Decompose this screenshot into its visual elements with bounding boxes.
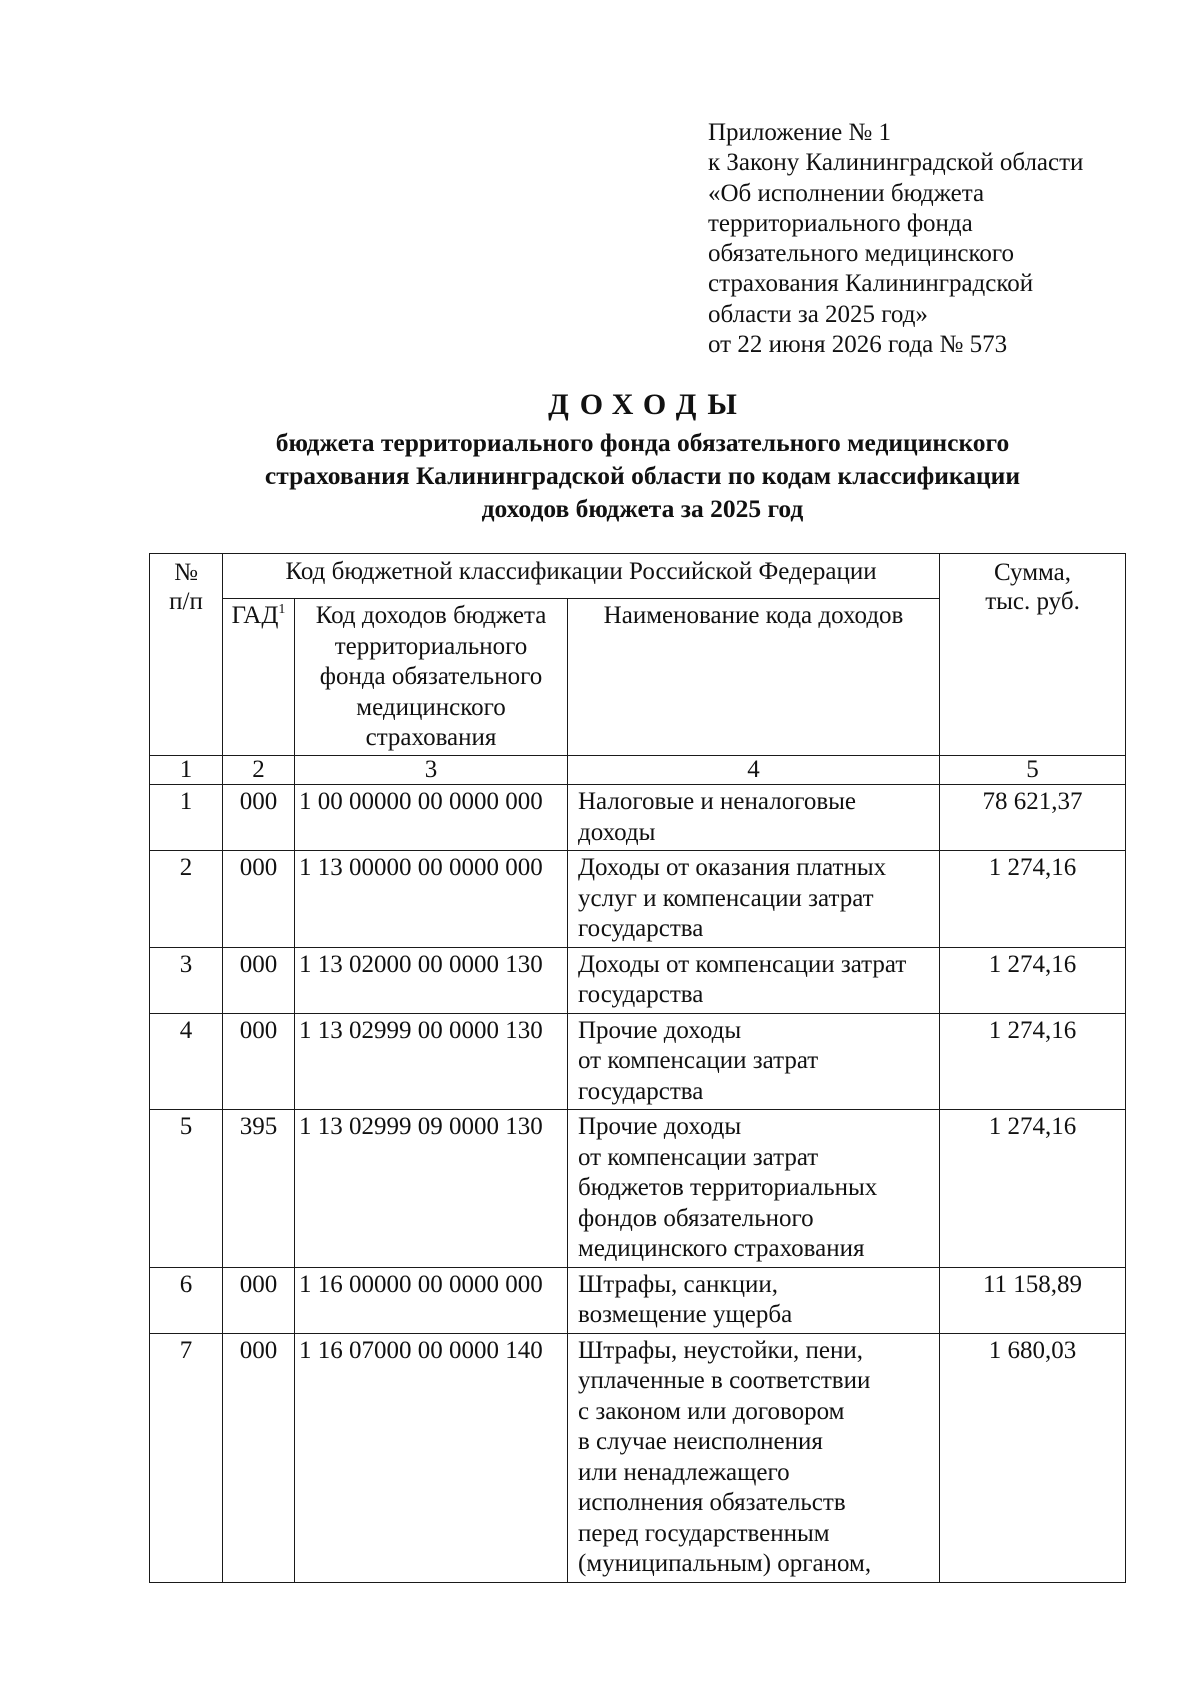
appendix-line: к Закону Калининградской области — [708, 149, 1084, 177]
row-income-code: 1 13 02999 00 0000 130 — [295, 1013, 568, 1110]
row-sum: 11 158,89 — [940, 1267, 1126, 1333]
row-gad: 000 — [223, 1333, 295, 1582]
column-index: 2 — [223, 756, 295, 785]
row-income-name — [568, 1333, 940, 1582]
row-income-code: 1 16 07000 00 0000 140 — [295, 1333, 568, 1582]
row-income-code: 1 13 00000 00 0000 000 — [295, 851, 568, 948]
row-income-name-line: услуг и компенсации затрат — [578, 884, 874, 912]
row-gad: 000 — [223, 785, 295, 851]
row-income-name — [568, 1110, 940, 1268]
row-income-name — [568, 1013, 940, 1110]
header-gad-label: ГАД — [231, 602, 279, 629]
footnote-mark: 1 — [278, 602, 286, 617]
row-number: 3 — [150, 947, 223, 1013]
table-row — [150, 1110, 1126, 1268]
row-income-name-line: Штрафы, неустойки, пени, — [578, 1336, 863, 1364]
row-income-name-line: (муниципальным) органом, — [578, 1550, 872, 1577]
row-gad: 000 — [223, 851, 295, 948]
row-income-name-line: Штрафы, санкции, — [578, 1270, 778, 1298]
row-income-name-line: перед государственным — [578, 1519, 830, 1547]
row-income-name-line: Доходы от компенсации затрат — [578, 950, 907, 978]
row-gad: 000 — [223, 1267, 295, 1333]
row-gad: 000 — [223, 1013, 295, 1110]
document-title: ДОХОДЫ — [548, 388, 748, 421]
row-income-name-line: фондов обязательного — [578, 1204, 814, 1232]
header-code-line: медицинского — [356, 693, 506, 721]
column-index: 3 — [295, 756, 568, 785]
row-income-name-line: возмещение ущерба — [578, 1301, 793, 1328]
row-number: 5 — [150, 1110, 223, 1268]
row-income-name — [568, 851, 940, 948]
row-income-name-line: государства — [578, 981, 704, 1008]
row-gad: 000 — [223, 947, 295, 1013]
row-income-name-line: от компенсации затрат — [578, 1047, 819, 1074]
appendix-line: от 22 июня 2026 года № 573 — [708, 331, 1008, 359]
row-income-name-line: доходы — [578, 818, 656, 846]
table-row — [150, 1333, 1126, 1582]
column-index-row — [150, 756, 1126, 785]
appendix-line: страхования Калининградской — [708, 270, 1034, 298]
table-row — [150, 1267, 1126, 1333]
row-income-name-line: Доходы от оказания платных — [578, 854, 887, 881]
column-index: 4 — [568, 756, 940, 785]
table-row — [150, 851, 1126, 948]
row-income-code: 1 16 00000 00 0000 000 — [295, 1267, 568, 1333]
header-code-line: Код доходов бюджета — [315, 602, 547, 629]
row-income-name — [568, 1267, 940, 1333]
header-code-line: страхования — [365, 724, 497, 751]
header-number-line: № — [174, 559, 198, 586]
row-income-name-line: от компенсации затрат — [578, 1143, 819, 1171]
row-number: 4 — [150, 1013, 223, 1110]
appendix-line: области за 2025 год» — [708, 300, 928, 328]
appendix-line: Приложение № 1 — [708, 119, 892, 146]
row-income-name-line: или ненадлежащего — [578, 1458, 790, 1486]
header-sum — [940, 554, 1126, 756]
header-number — [150, 554, 223, 756]
appendix-line: «Об исполнении бюджета — [708, 179, 985, 207]
subtitle-line: страхования Калининградской области по кодам классификации — [264, 461, 1021, 490]
header-number-line: п/п — [169, 588, 203, 615]
row-income-name-line: бюджетов территориальных — [578, 1174, 878, 1201]
row-income-name-line: Прочие доходы — [578, 1113, 742, 1140]
table-row — [150, 947, 1126, 1013]
row-number: 7 — [150, 1333, 223, 1582]
header-sum-line: Сумма, — [993, 559, 1072, 586]
row-income-code: 1 00 00000 00 0000 000 — [295, 785, 568, 851]
row-number: 6 — [150, 1267, 223, 1333]
row-sum: 1 274,16 — [940, 851, 1126, 948]
row-income-name-line: в случае неисполнения — [578, 1428, 823, 1455]
header-code-line: фонда обязательного — [319, 663, 543, 690]
row-income-name-line: с законом или договором — [578, 1397, 845, 1425]
header-income-name: Наименование кода доходов — [568, 599, 940, 756]
row-income-name — [568, 947, 940, 1013]
subtitle-line: доходов бюджета за 2025 год — [481, 494, 804, 523]
column-index: 1 — [150, 756, 223, 785]
table-row — [150, 1013, 1126, 1110]
row-gad: 395 — [223, 1110, 295, 1268]
row-income-name-line: Прочие доходы — [578, 1016, 742, 1044]
row-number: 1 — [150, 785, 223, 851]
row-income-name-line: государства — [578, 1077, 704, 1105]
row-sum: 78 621,37 — [940, 785, 1126, 851]
table-header-row — [150, 554, 1126, 599]
row-income-name-line: исполнения обязательств — [578, 1489, 846, 1516]
row-sum: 1 274,16 — [940, 947, 1126, 1013]
row-income-code: 1 13 02000 00 0000 130 — [295, 947, 568, 1013]
column-index: 5 — [940, 756, 1126, 785]
header-classification-group: Код бюджетной классификации Российской Федерации — [223, 554, 940, 599]
row-income-name — [568, 785, 940, 851]
row-number: 2 — [150, 851, 223, 948]
document-heading — [0, 388, 1200, 525]
header-income-code — [295, 599, 568, 756]
table-body — [150, 785, 1126, 1583]
row-sum: 1 680,03 — [940, 1333, 1126, 1582]
row-sum: 1 274,16 — [940, 1110, 1126, 1268]
row-income-name-line: уплаченные в соответствии — [578, 1367, 871, 1394]
header-code-line: территориального — [334, 632, 528, 660]
header-sum-line: тыс. руб. — [985, 588, 1080, 615]
appendix-note — [708, 118, 1178, 360]
appendix-line: территориального фонда — [708, 209, 973, 237]
table-row — [150, 785, 1126, 851]
row-income-code: 1 13 02999 09 0000 130 — [295, 1110, 568, 1268]
subtitle-line: бюджета территориального фонда обязательного медицинского — [275, 428, 1010, 457]
row-income-name-line: Налоговые и неналоговые — [578, 788, 857, 815]
row-income-name-line: государства — [578, 915, 704, 942]
row-sum: 1 274,16 — [940, 1013, 1126, 1110]
row-income-name-line: медицинского страхования — [578, 1235, 865, 1262]
header-gad — [223, 599, 295, 756]
income-table — [149, 553, 1126, 1583]
appendix-line: обязательного медицинского — [708, 240, 1015, 268]
